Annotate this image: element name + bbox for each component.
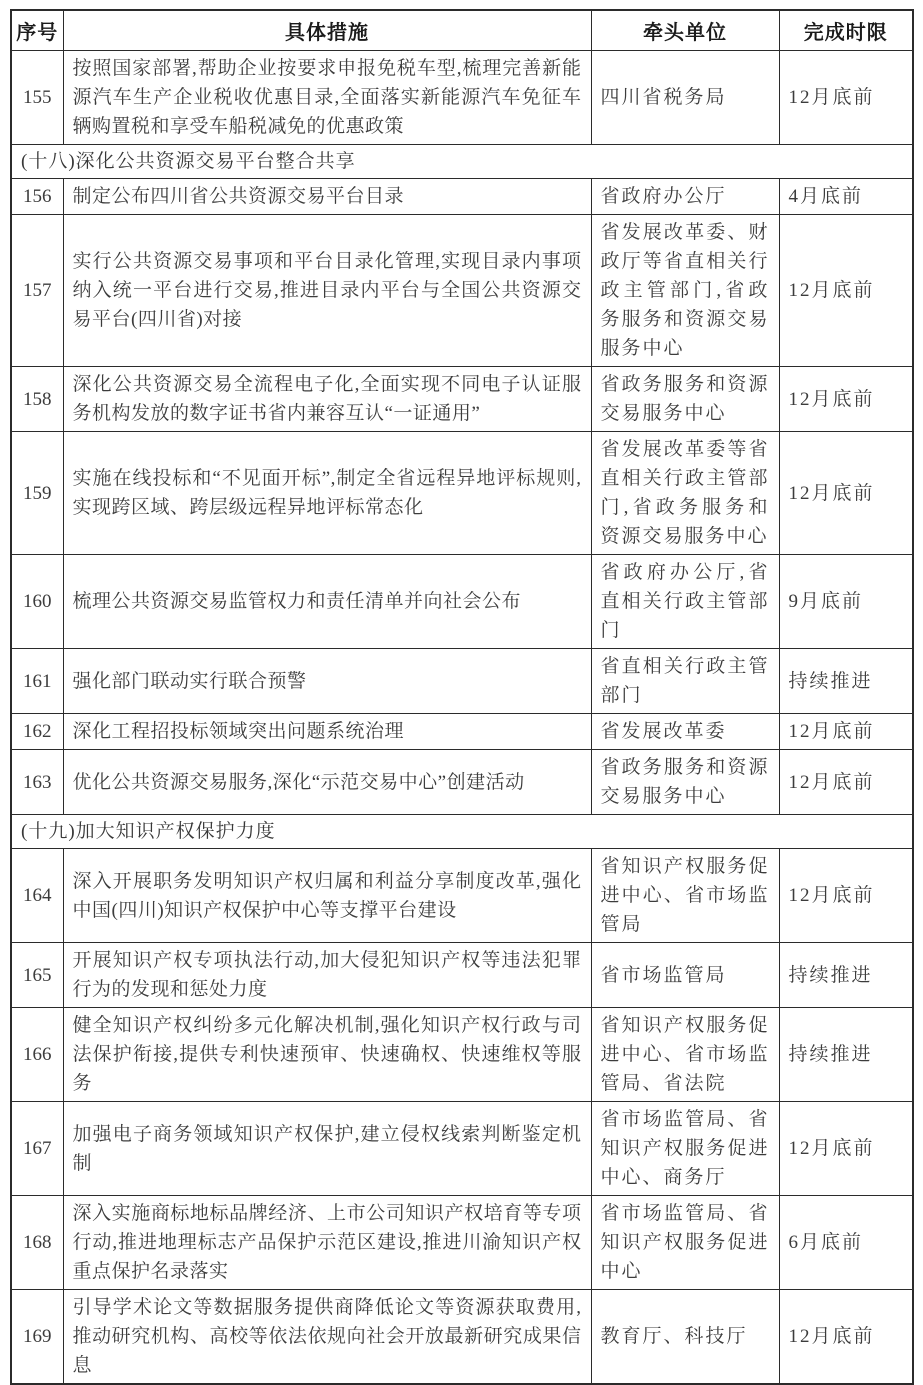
header-row — [11, 10, 913, 51]
table-body — [11, 51, 913, 1385]
lead-unit-cell: 四川省税务局 — [591, 51, 779, 145]
row-number-cell: 165 — [11, 943, 63, 1008]
table-row — [11, 1196, 913, 1290]
table-row — [11, 555, 913, 649]
lead-unit-cell: 省政府办公厅,省直相关行政主管部门 — [591, 555, 779, 649]
table-row — [11, 750, 913, 815]
measure-cell: 实施在线投标和“不见面开标”,制定全省远程异地评标规则,实现跨区域、跨层级远程异地评标常态化 — [63, 432, 591, 555]
row-number-cell: 157 — [11, 215, 63, 367]
lead-unit-cell: 省发展改革委等省直相关行政主管部门,省政务服务和资源交易服务中心 — [591, 432, 779, 555]
row-number-cell: 163 — [11, 750, 63, 815]
table-row — [11, 1102, 913, 1196]
measure-cell: 优化公共资源交易服务,深化“示范交易中心”创建活动 — [63, 750, 591, 815]
deadline-cell: 12月底前 — [779, 750, 913, 815]
table-row — [11, 1008, 913, 1102]
measure-cell: 深入开展职务发明知识产权归属和利益分享制度改革,强化中国(四川)知识产权保护中心等支撑平台建设 — [63, 849, 591, 943]
table-row — [11, 1290, 913, 1385]
lead-unit-cell: 省知识产权服务促进中心、省市场监管局 — [591, 849, 779, 943]
deadline-cell: 12月底前 — [779, 714, 913, 750]
row-number-cell: 159 — [11, 432, 63, 555]
row-number-cell: 168 — [11, 1196, 63, 1290]
measures-table — [10, 9, 914, 1385]
measure-cell: 强化部门联动实行联合预警 — [63, 649, 591, 714]
deadline-cell: 6月底前 — [779, 1196, 913, 1290]
row-number-cell: 167 — [11, 1102, 63, 1196]
row-number-cell: 162 — [11, 714, 63, 750]
table-row — [11, 179, 913, 215]
deadline-cell: 12月底前 — [779, 849, 913, 943]
row-number-cell: 161 — [11, 649, 63, 714]
lead-unit-cell: 省市场监管局 — [591, 943, 779, 1008]
measure-cell: 深化公共资源交易全流程电子化,全面实现不同电子认证服务机构发放的数字证书省内兼容互认“一证通用” — [63, 367, 591, 432]
measure-cell: 健全知识产权纠纷多元化解决机制,强化知识产权行政与司法保护衔接,提供专利快速预审、快速确权、快速维权等服务 — [63, 1008, 591, 1102]
table-row — [11, 51, 913, 145]
col-header-serial: 序号 — [11, 10, 63, 51]
section-row — [11, 815, 913, 849]
table-row — [11, 215, 913, 367]
table-header — [11, 10, 913, 51]
lead-unit-cell: 省发展改革委 — [591, 714, 779, 750]
table-row — [11, 849, 913, 943]
measure-cell: 制定公布四川省公共资源交易平台目录 — [63, 179, 591, 215]
lead-unit-cell: 省市场监管局、省知识产权服务促进中心、商务厅 — [591, 1102, 779, 1196]
deadline-cell: 12月底前 — [779, 51, 913, 145]
measure-cell: 按照国家部署,帮助企业按要求申报免税车型,梳理完善新能源汽车生产企业税收优惠目录,全面落实新能源汽车免征车辆购置税和享受车船税减免的优惠政策 — [63, 51, 591, 145]
measure-cell: 梳理公共资源交易监管权力和责任清单并向社会公布 — [63, 555, 591, 649]
table-row — [11, 943, 913, 1008]
deadline-cell: 9月底前 — [779, 555, 913, 649]
section-row — [11, 145, 913, 179]
measure-cell: 深化工程招投标领域突出问题系统治理 — [63, 714, 591, 750]
lead-unit-cell: 省直相关行政主管部门 — [591, 649, 779, 714]
measure-cell: 开展知识产权专项执法行动,加大侵犯知识产权等违法犯罪行为的发现和惩处力度 — [63, 943, 591, 1008]
row-number-cell: 158 — [11, 367, 63, 432]
table-row — [11, 432, 913, 555]
measure-cell: 深入实施商标地标品牌经济、上市公司知识产权培育等专项行动,推进地理标志产品保护示范区建设,推进川渝知识产权重点保护名录落实 — [63, 1196, 591, 1290]
row-number-cell: 156 — [11, 179, 63, 215]
deadline-cell: 12月底前 — [779, 1290, 913, 1385]
lead-unit-cell: 省政务服务和资源交易服务中心 — [591, 750, 779, 815]
deadline-cell: 12月底前 — [779, 1102, 913, 1196]
measure-cell: 实行公共资源交易事项和平台目录化管理,实现目录内事项纳入统一平台进行交易,推进目录内平台与全国公共资源交易平台(四川省)对接 — [63, 215, 591, 367]
table-row — [11, 714, 913, 750]
deadline-cell: 12月底前 — [779, 432, 913, 555]
lead-unit-cell: 省政务服务和资源交易服务中心 — [591, 367, 779, 432]
table-row — [11, 367, 913, 432]
col-header-measure: 具体措施 — [63, 10, 591, 51]
measure-cell: 引导学术论文等数据服务提供商降低论文等资源获取费用,推动研究机构、高校等依法依规向社会开放最新研究成果信息 — [63, 1290, 591, 1385]
row-number-cell: 160 — [11, 555, 63, 649]
lead-unit-cell: 省政府办公厅 — [591, 179, 779, 215]
deadline-cell: 4月底前 — [779, 179, 913, 215]
deadline-cell: 持续推进 — [779, 1008, 913, 1102]
deadline-cell: 12月底前 — [779, 215, 913, 367]
table-row — [11, 649, 913, 714]
row-number-cell: 164 — [11, 849, 63, 943]
section-title: (十九)加大知识产权保护力度 — [11, 815, 913, 849]
lead-unit-cell: 省发展改革委、财政厅等省直相关行政主管部门,省政务服务和资源交易服务中心 — [591, 215, 779, 367]
deadline-cell: 持续推进 — [779, 649, 913, 714]
deadline-cell: 12月底前 — [779, 367, 913, 432]
col-header-lead-unit: 牵头单位 — [591, 10, 779, 51]
lead-unit-cell: 省市场监管局、省知识产权服务促进中心 — [591, 1196, 779, 1290]
lead-unit-cell: 教育厅、科技厅 — [591, 1290, 779, 1385]
deadline-cell: 持续推进 — [779, 943, 913, 1008]
col-header-deadline: 完成时限 — [779, 10, 913, 51]
row-number-cell: 166 — [11, 1008, 63, 1102]
lead-unit-cell: 省知识产权服务促进中心、省市场监管局、省法院 — [591, 1008, 779, 1102]
section-title: (十八)深化公共资源交易平台整合共享 — [11, 145, 913, 179]
measure-cell: 加强电子商务领域知识产权保护,建立侵权线索判断鉴定机制 — [63, 1102, 591, 1196]
row-number-cell: 155 — [11, 51, 63, 145]
row-number-cell: 169 — [11, 1290, 63, 1385]
